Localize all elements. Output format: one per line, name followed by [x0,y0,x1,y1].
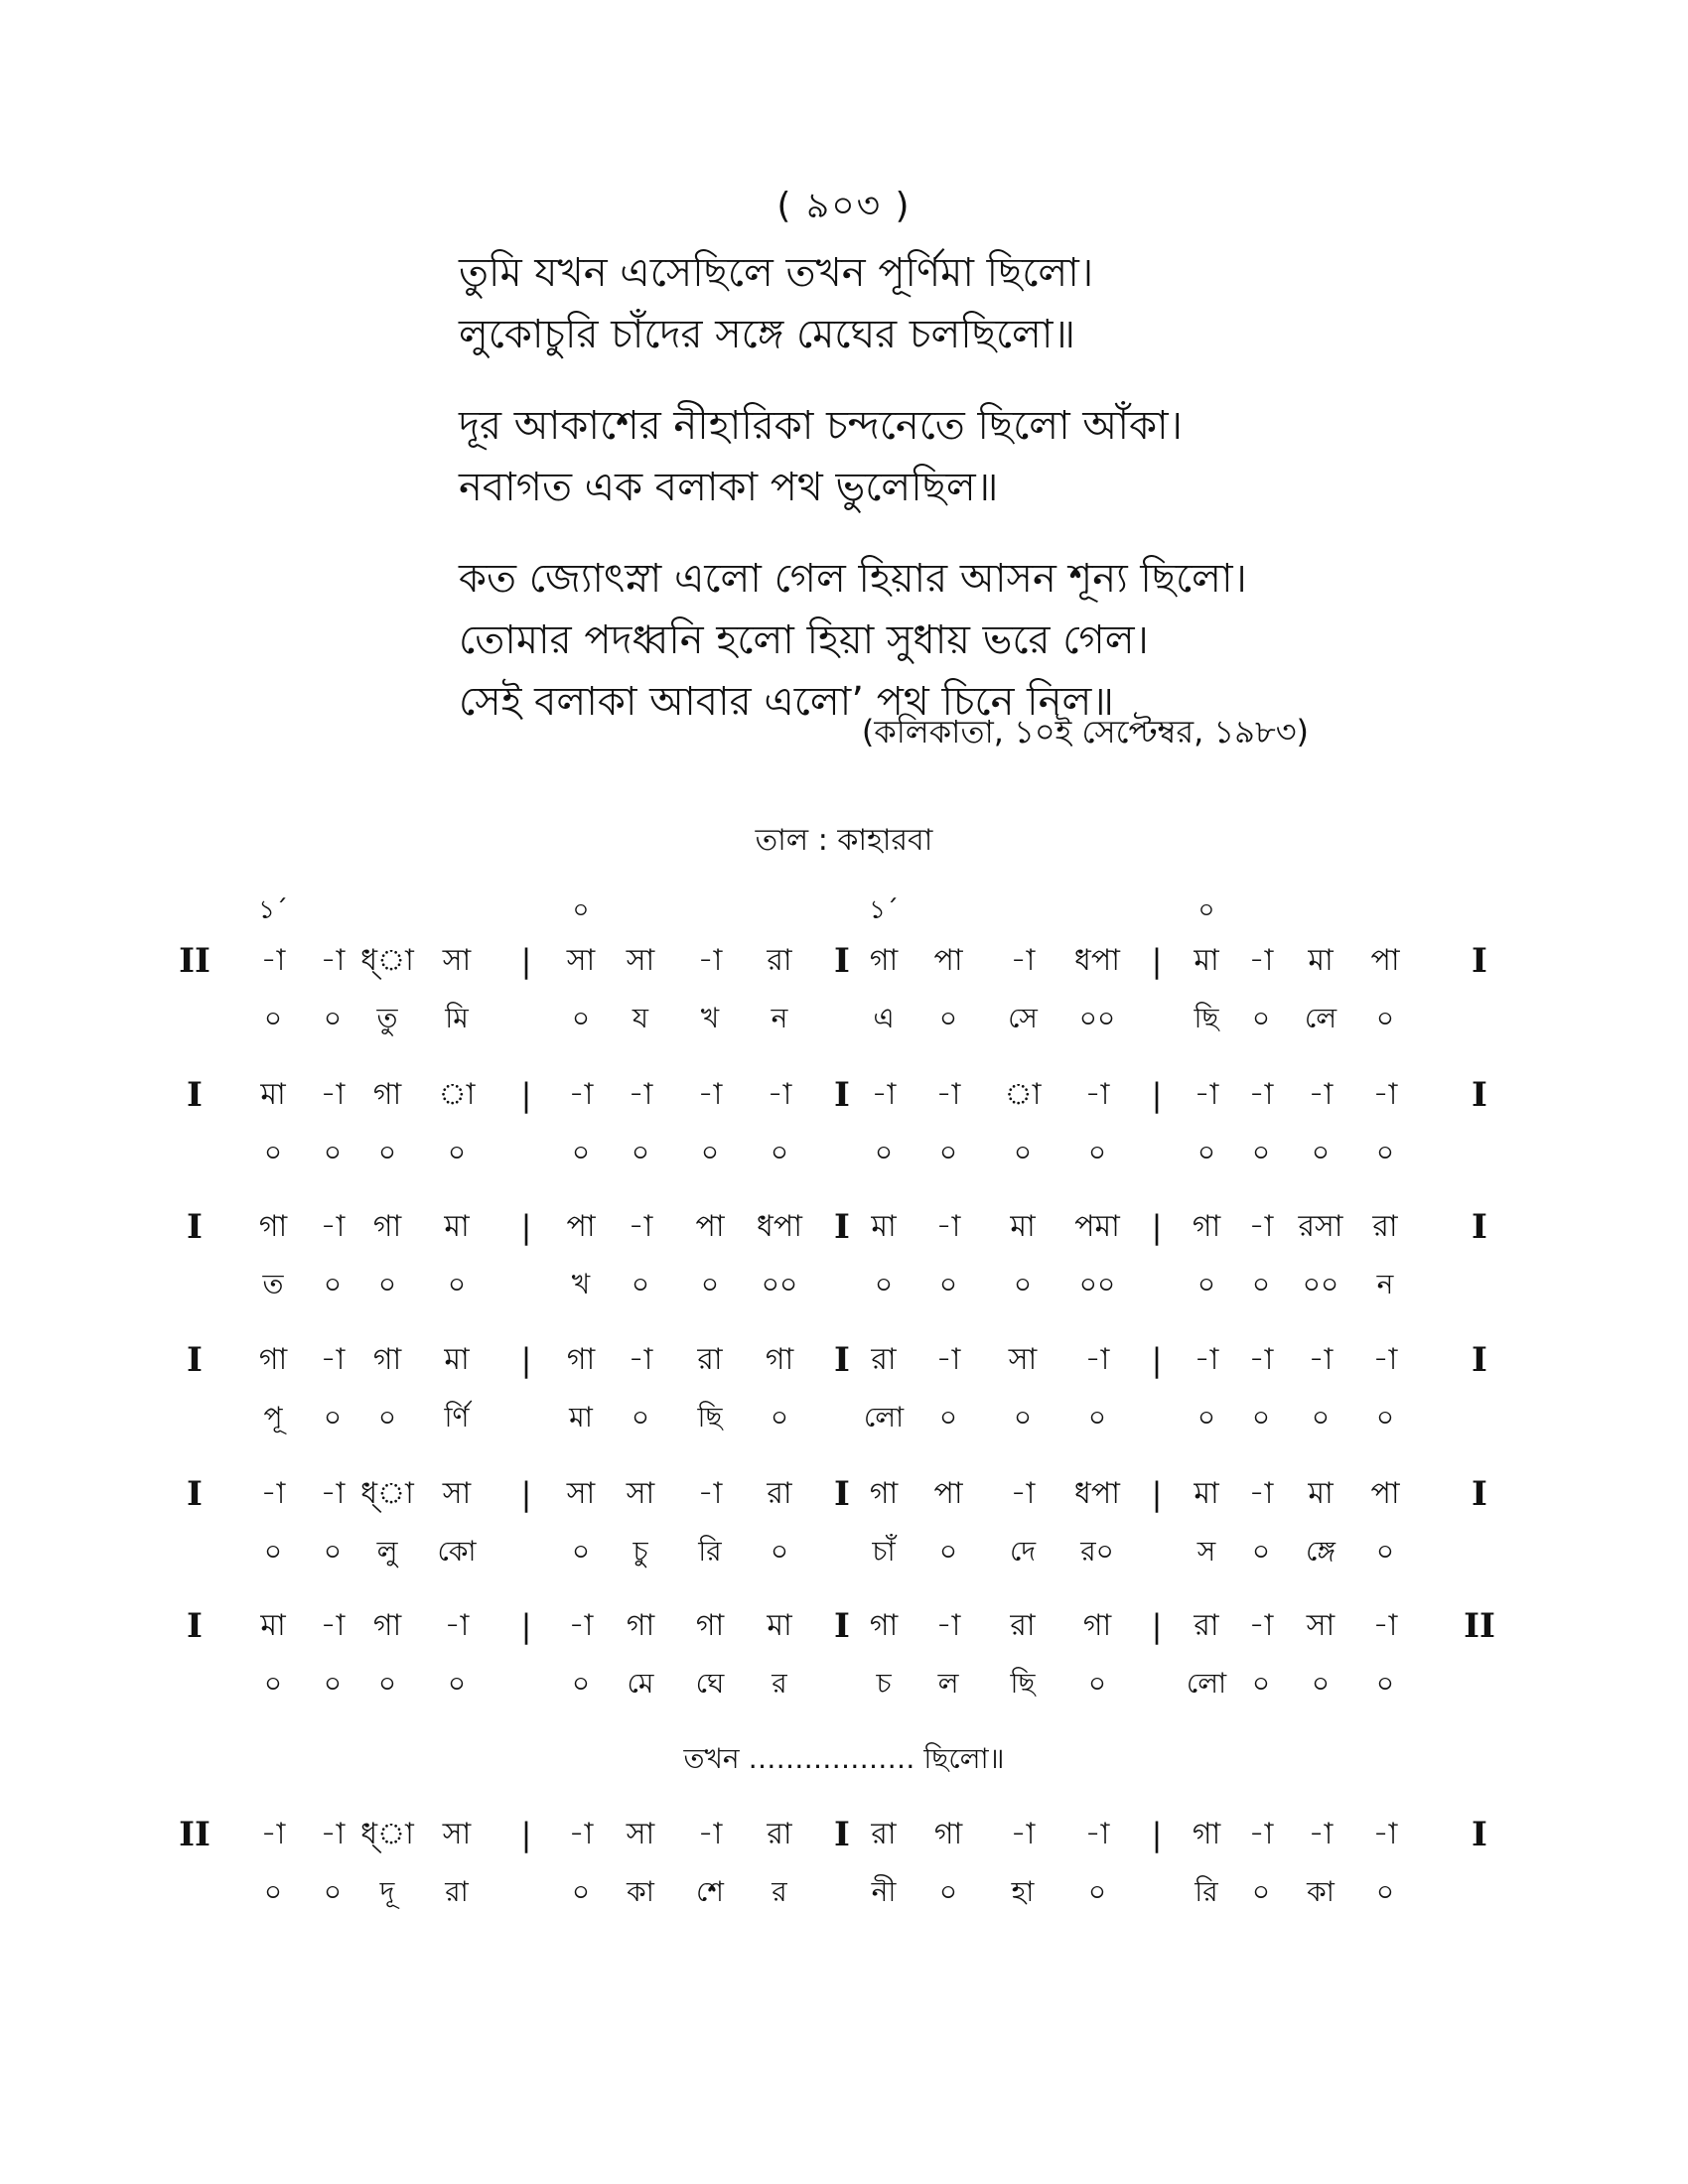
syllable-cell: কা [627,1875,654,1908]
syllable-cell: ০ [631,1268,650,1300]
syllable-cell: লু [376,1535,398,1568]
syllable-cell: ০ [1375,1002,1395,1034]
row-open-barline: II [179,1815,211,1854]
note-cell: পা [695,1209,725,1244]
note-cell: ধপা [1074,943,1120,978]
lyric-line: নবাগত এক বলাকা পথ ভুলেছিল॥ [459,465,999,510]
note-cell: গা [1082,1608,1112,1643]
note-cell: পা [933,943,963,978]
row-close-barline: I [1472,1815,1487,1854]
syllable-cell: চ [876,1667,892,1700]
lyric-line: দূর আকাশের নীহারিকা চন্দনেতে ছিলো আঁকা। [459,403,1183,449]
syllable-cell: ০ [770,1535,789,1568]
row-close-barline: I [1472,1075,1487,1115]
note-cell: -া [1194,1342,1219,1377]
syllable-cell: ০ [938,1535,958,1568]
note-cell: রা [767,1817,792,1851]
syllable-cell: ০ [1251,1535,1271,1568]
syllable-cell: ০ [1013,1268,1033,1300]
note-cell: সা [442,1817,472,1851]
note-cell: -া [1372,1077,1398,1112]
syllable-cell: ০ [263,1002,283,1034]
note-cell: -া [1308,1817,1334,1851]
note-cell: গা [1192,1209,1221,1244]
syllable-cell: ০ [377,1667,397,1700]
syllable-cell: শে [696,1875,724,1908]
syllable-cell: ০ [447,1667,467,1700]
note-cell: -া [320,1608,346,1643]
note-cell: পা [933,1476,963,1511]
note-cell: সা [626,1817,655,1851]
beat-barline: | [1151,942,1163,980]
note-cell: -া [767,1077,792,1112]
beat-barline: | [1151,1341,1163,1379]
note-cell: া [1004,1077,1042,1112]
note-cell: -া [871,1077,897,1112]
note-cell: -া [1248,1077,1274,1112]
note-cell: -া [935,1209,961,1244]
beat-barline: | [520,1076,532,1114]
note-cell: -া [1010,1817,1036,1851]
note-cell: মা [1194,943,1219,978]
note-cell: রা [697,1342,723,1377]
beat-mark: ০ [1197,895,1215,925]
half-barline: I [834,1207,850,1247]
note-cell: -া [320,1077,346,1112]
syllable-cell: কা [1307,1875,1335,1908]
note-cell: মা [1194,1476,1219,1511]
note-cell: গা [765,1342,794,1377]
syllable-cell: ০০ [761,1268,798,1300]
syllable-cell: ০ [938,1002,958,1034]
syllable-cell: ০ [1375,1136,1395,1168]
note-cell: মা [1010,1209,1036,1244]
syllable-cell: ০ [377,1136,397,1168]
syllable-cell: ০ [263,1667,283,1700]
syllable-cell: ০ [1087,1875,1107,1908]
note-cell: ধপা [757,1209,802,1244]
note-cell: -া [260,943,286,978]
note-cell: -া [568,1077,594,1112]
syllable-cell: চু [633,1535,648,1568]
note-cell: গা [695,1608,725,1643]
lyric-line: তোমার পদধ্বনি হলো হিয়া সুধায় ভরে গেল। [459,617,1149,663]
syllable-cell: ০ [323,1002,343,1034]
syllable-cell: ০ [1311,1401,1331,1433]
note-cell: মা [444,1342,470,1377]
lyric-line: সেই বলাকা আবার এলো’ পথ চিনে নিল॥ [459,679,1114,725]
row-close-barline: II [1464,1606,1495,1646]
syllable-cell: মে [627,1667,654,1700]
note-cell: গা [869,1608,899,1643]
syllable-cell: ০ [700,1136,720,1168]
beat-barline: | [520,1341,532,1379]
note-cell: ধ্া [360,1476,414,1511]
syllable-cell: ০ [1013,1401,1033,1433]
half-barline: I [834,1606,850,1646]
syllable-cell: ০ [323,1136,343,1168]
syllable-cell: ০ [1375,1875,1395,1908]
row-close-barline: I [1472,1207,1487,1247]
note-cell: গা [372,1608,402,1643]
note-cell: ধ্া [360,943,414,978]
beat-barline: | [1151,1475,1163,1513]
syllable-cell: ০ [377,1268,397,1300]
note-cell: পা [1370,943,1400,978]
note-cell: মা [767,1608,792,1643]
syllable-cell: ০০ [1302,1268,1339,1300]
syllable-cell: ০ [571,1002,591,1034]
note-cell: -া [260,1476,286,1511]
note-cell: -া [320,1817,346,1851]
row-close-barline: I [1472,941,1487,981]
syllable-cell: ০ [1251,1667,1271,1700]
syllable-cell: চাঁ [872,1535,896,1568]
syllable-cell: ০ [874,1136,894,1168]
row-open-barline: I [187,1075,203,1115]
syllable-cell: খ [700,1002,720,1034]
syllable-cell: তু [376,1002,398,1034]
beat-mark: ১´ [869,895,899,925]
syllable-cell: ০ [938,1875,958,1908]
syllable-cell: ০ [1251,1136,1271,1168]
syllable-cell: ০ [263,1535,283,1568]
note-cell: -া [1084,1342,1110,1377]
note-cell: গা [372,1209,402,1244]
syllable-cell: র [772,1875,787,1908]
note-cell: সা [1306,1608,1336,1643]
beat-barline: | [520,1607,532,1645]
syllable-cell: ০ [1087,1401,1107,1433]
note-cell: -া [1084,1077,1110,1112]
note-cell: -া [628,1209,653,1244]
half-barline: I [834,941,850,981]
syllable-cell: ঙ্গে [1306,1535,1336,1568]
row-close-barline: I [1472,1474,1487,1514]
note-cell: গা [933,1817,963,1851]
syllable-cell: র০ [1080,1535,1114,1568]
syllable-cell: ০ [447,1268,467,1300]
syllable-cell: নী [871,1875,897,1908]
syllable-cell: ০ [631,1136,650,1168]
syllable-cell: রি [1195,1875,1218,1908]
syllable-cell: ত [262,1268,284,1300]
syllable-cell: ০ [1251,1268,1271,1300]
place-date: (কলিকাতা, ১০ই সেপ্টেম্বর, ১৯৮৩) [861,713,1309,751]
note-cell: পমা [1074,1209,1120,1244]
syllable-cell: ল [937,1667,959,1700]
note-cell: া [438,1077,476,1112]
note-cell: -া [568,1817,594,1851]
note-cell: -া [1372,1608,1398,1643]
note-cell: -া [1010,943,1036,978]
lyric-line: তুমি যখন এসেছিলে তখন পূর্ণিমা ছিলো। [459,250,1094,296]
syllable-cell: লো [1186,1667,1227,1700]
note-cell: -া [935,1077,961,1112]
syllable-cell: ছি [697,1401,723,1433]
note-cell: -া [697,943,723,978]
note-cell: রা [1372,1209,1398,1244]
syllable-cell: এ [873,1002,895,1034]
syllable-cell: ০ [1251,1401,1271,1433]
beat-barline: | [520,1208,532,1246]
beat-barline: | [1151,1816,1163,1853]
syllable-cell: মা [569,1401,593,1433]
note-cell: -া [1194,1077,1219,1112]
syllable-cell: ০ [377,1401,397,1433]
syllable-cell: ০ [1196,1136,1216,1168]
note-cell: গা [566,1342,596,1377]
note-cell: সা [566,943,596,978]
note-cell: মা [1308,1476,1334,1511]
note-cell: -া [935,1608,961,1643]
syllable-cell: ০ [938,1136,958,1168]
syllable-cell: ন [1376,1268,1394,1300]
syllable-cell: ০ [1375,1667,1395,1700]
note-cell: গা [372,1077,402,1112]
syllable-cell: ০ [1196,1268,1216,1300]
half-barline: I [834,1075,850,1115]
syllable-cell: দূ [379,1875,395,1908]
syllable-cell: দে [1009,1535,1037,1568]
syllable-cell: ০ [1087,1136,1107,1168]
note-cell: সা [626,1476,655,1511]
beat-mark: ১´ [258,895,288,925]
note-cell: -া [935,1342,961,1377]
note-cell: -া [1248,1342,1274,1377]
note-cell: সা [442,943,472,978]
note-cell: -া [568,1608,594,1643]
syllable-cell: ০ [1251,1002,1271,1034]
half-barline: I [834,1815,850,1854]
note-cell: -া [1372,1817,1398,1851]
note-cell: সা [626,943,655,978]
note-cell: গা [258,1342,288,1377]
note-cell: মা [444,1209,470,1244]
lyric-line: লুকোচুরি চাঁদের সঙ্গে মেঘের চলছিলো॥ [459,312,1076,357]
row-close-barline: I [1472,1340,1487,1380]
note-cell: ধপা [1074,1476,1120,1511]
syllable-cell: রা [445,1875,469,1908]
note-cell: -া [320,1209,346,1244]
beat-barline: | [1151,1607,1163,1645]
row-open-barline: I [187,1606,203,1646]
row-open-barline: I [187,1207,203,1247]
syllable-cell: ০ [323,1268,343,1300]
note-cell: সা [442,1476,472,1511]
syllable-cell: ০ [1375,1401,1395,1433]
note-cell: পা [566,1209,596,1244]
note-cell: -া [697,1476,723,1511]
note-cell: গা [372,1342,402,1377]
row-open-barline: I [187,1340,203,1380]
syllable-cell: ০ [447,1136,467,1168]
note-cell: রা [767,943,792,978]
syllable-cell: ০ [323,1535,343,1568]
syllable-cell: ০ [631,1401,650,1433]
syllable-cell: ০ [571,1535,591,1568]
note-cell: রা [1010,1608,1036,1643]
note-cell: মা [1308,943,1334,978]
note-cell: -া [320,1342,346,1377]
note-cell: -া [628,1342,653,1377]
note-cell: মা [260,1608,286,1643]
syllable-cell: ০ [263,1875,283,1908]
syllable-cell: ০ [700,1268,720,1300]
syllable-cell: ০ [323,1667,343,1700]
beat-barline: | [520,942,532,980]
syllable-cell: ০ [938,1268,958,1300]
syllable-cell: ছি [1194,1002,1219,1034]
syllable-cell: ০ [770,1136,789,1168]
syllable-cell: ০ [1311,1667,1331,1700]
note-cell: রা [871,1342,897,1377]
syllable-cell: ০ [571,1667,591,1700]
taal-heading: তাল : কাহারবা [755,823,933,858]
note-cell: -া [1248,1608,1274,1643]
syllable-cell: ন [771,1002,788,1034]
note-cell: গা [869,943,899,978]
note-cell: -া [1308,1077,1334,1112]
syllable-cell: লো [863,1401,905,1433]
syllable-cell: য [632,1002,649,1034]
note-cell: মা [260,1077,286,1112]
beat-barline: | [1151,1076,1163,1114]
note-cell: -া [1308,1342,1334,1377]
note-cell: মা [871,1209,897,1244]
note-cell: গা [626,1608,655,1643]
syllable-cell: রি [698,1535,722,1568]
refrain-note: তখন ……………… ছিলো॥ [683,1742,1005,1775]
note-cell: গা [869,1476,899,1511]
note-cell: পা [1370,1476,1400,1511]
lyric-line: কত জ্যোৎস্না এলো গেল হিয়ার আসন শূন্য ছিলো। [459,556,1247,602]
syllable-cell: সে [1008,1002,1038,1034]
syllable-cell: কো [437,1535,477,1568]
note-cell: গা [1192,1817,1221,1851]
syllable-cell: লে [1304,1002,1337,1034]
song-number: ( ৯০৩ ) [776,186,912,226]
syllable-cell: ০ [1251,1875,1271,1908]
half-barline: I [834,1474,850,1514]
note-cell: -া [697,1077,723,1112]
syllable-cell: ০ [1196,1401,1216,1433]
note-cell: -া [628,1077,653,1112]
syllable-cell: ০ [770,1401,789,1433]
note-cell: -া [1248,943,1274,978]
beat-barline: | [520,1816,532,1853]
beat-mark: ০ [572,895,590,925]
syllable-cell: ০ [263,1136,283,1168]
syllable-cell: ০ [1311,1136,1331,1168]
note-cell: -া [1084,1817,1110,1851]
syllable-cell: ০ [874,1268,894,1300]
half-barline: I [834,1340,850,1380]
note-cell: রা [871,1817,897,1851]
note-cell: -া [697,1817,723,1851]
note-cell: -া [260,1817,286,1851]
syllable-cell: ০ [571,1136,591,1168]
note-cell: সা [1008,1342,1038,1377]
note-cell: গা [258,1209,288,1244]
beat-barline: | [520,1475,532,1513]
note-cell: -া [1010,1476,1036,1511]
note-cell: রা [767,1476,792,1511]
note-cell: ধ্া [360,1817,414,1851]
note-cell: -া [1248,1817,1274,1851]
note-cell: -া [1248,1476,1274,1511]
syllable-cell: ০ [323,1401,343,1433]
syllable-cell: স [1196,1535,1216,1568]
syllable-cell: ০০ [1078,1268,1116,1300]
note-cell: -া [320,1476,346,1511]
syllable-cell: মি [445,1002,469,1034]
syllable-cell: খ [571,1268,591,1300]
syllable-cell: পূ [263,1401,283,1433]
syllable-cell: ০ [323,1875,343,1908]
note-cell: -া [1248,1209,1274,1244]
syllable-cell: ০ [938,1401,958,1433]
syllable-cell: হা [1011,1875,1035,1908]
syllable-cell: ০ [571,1875,591,1908]
note-cell: -া [320,943,346,978]
syllable-cell: ০ [1087,1667,1107,1700]
syllable-cell: র্ণি [444,1401,470,1433]
beat-barline: | [1151,1208,1163,1246]
note-cell: রসা [1298,1209,1343,1244]
syllable-cell: ঘে [695,1667,725,1700]
syllable-cell: র [772,1667,787,1700]
note-cell: -া [1372,1342,1398,1377]
syllable-cell: ০ [1013,1136,1033,1168]
row-open-barline: II [179,941,211,981]
note-cell: রা [1194,1608,1219,1643]
syllable-cell: ০০ [1078,1002,1116,1034]
note-cell: -া [444,1608,470,1643]
note-cell: সা [566,1476,596,1511]
row-open-barline: I [187,1474,203,1514]
syllable-cell: ছি [1010,1667,1036,1700]
syllable-cell: ০ [1375,1535,1395,1568]
